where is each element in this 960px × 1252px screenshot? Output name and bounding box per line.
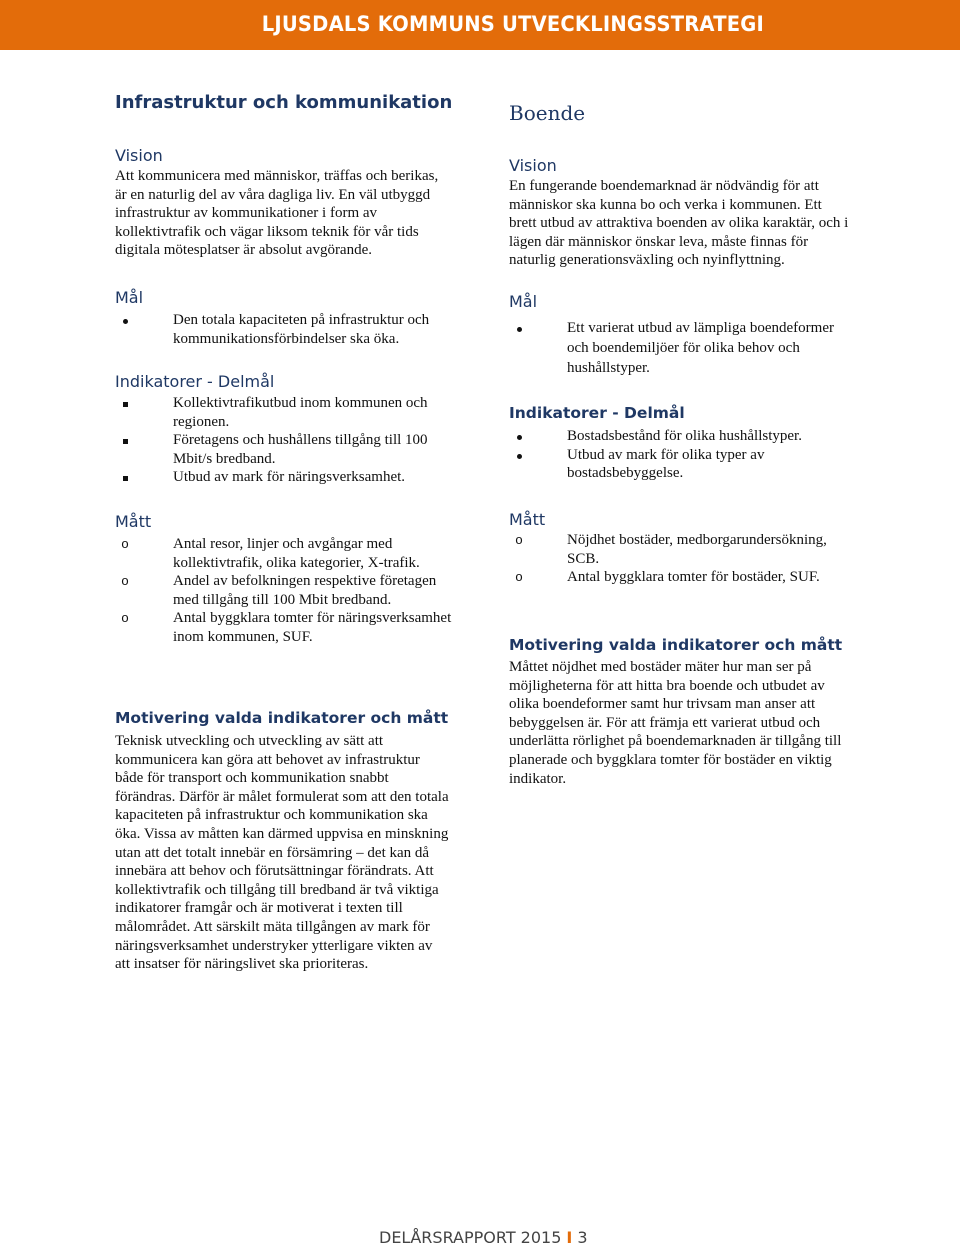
list-item: Ett varierat utbud av lämpliga boendeformer och boendemiljöer för olika behov och hushållstyper. <box>509 318 854 378</box>
footer-separator: I <box>566 1228 573 1247</box>
page-header-bar <box>0 0 960 50</box>
mal-list <box>509 318 854 378</box>
motivering-heading: Motivering valda indikatorer och mått <box>115 709 449 727</box>
list-item: Den totala kapaciteten på infrastruktur och kommunikationsförbindelser ska öka. <box>115 311 460 348</box>
list-item: Utbud av mark för näringsverksamhet. <box>115 468 460 487</box>
vision-text: Att kommunicera med människor, träffas och berikas, är en naturlig del av våra dagliga liv. En väl utbyggd infrastruktur av kommunikationer i form av kollektivtrafik och vägar liksom teknik för vår tids digitala mötesplatser är absolut avgörande. <box>115 168 439 259</box>
indikatorer-heading: Indikatorer - Delmål <box>115 372 275 391</box>
list-item: o Antal resor, linjer och avgångar med kollektivtrafik, olika kategorier, X-trafik. <box>115 535 460 572</box>
page-number: 3 <box>577 1228 588 1247</box>
list-item: Bostadsbestånd för olika hushållstyper. <box>509 427 854 446</box>
circle-bullet-icon: o <box>121 536 129 551</box>
list-item: Företagens och hushållens tillgång till 100 Mbit/s bredband. <box>115 431 460 468</box>
mal-list <box>115 311 460 348</box>
page-footer <box>379 1228 588 1247</box>
circle-bullet-icon: o <box>121 610 129 626</box>
mal-heading: Mål <box>509 292 538 311</box>
list-item: Kollektivtrafikutbud inom kommunen och regionen. <box>115 394 460 431</box>
list-item: o Antal byggklara tomter för bostäder, SUF. <box>509 568 854 587</box>
bullet-dot-icon <box>123 319 128 324</box>
list-item: o Nöjdhet bostäder, medborgarundersökning, SCB. <box>509 531 854 568</box>
matt-list <box>115 535 460 647</box>
section-title-boende: Boende <box>509 101 586 125</box>
list-item: o Antal byggklara tomter för näringsverksamhet inom kommunen, SUF. <box>115 609 460 646</box>
square-bullet-icon <box>123 439 128 444</box>
list-item: o Andel av befolkningen respektive företagen med tillgång till 100 Mbit bredband. <box>115 572 460 609</box>
circle-bullet-icon: o <box>515 532 523 547</box>
matt-heading: Mått <box>509 510 546 529</box>
motivering-text: Teknisk utveckling och utveckling av sätt att kommunicera kan göra att behovet av infrastruktur både för transport och kommunikation snabbt förändras. Därför är målet formulerat som att den totala kapaciteten på infrastruktur och kommunikation ska öka. Vissa av måtten kan därmed uppvisa en minskning utan att det totalt innebär en försämring – det kan då innebära att behov och förutsättningar förändrats. Att kollektivtrafik och tillgång till bredband är två viktiga indikatorer framgår och är motiverat i texten till målområdet. Att särskilt mäta tillgången av mark för näringsverksamhet understryker ytterligare vikten av att insatser för näringslivet ska prioriteras. <box>115 733 449 973</box>
matt-list <box>509 531 854 587</box>
circle-bullet-icon: o <box>121 573 129 589</box>
footer-label: DELÅRSRAPPORT 2015 <box>379 1228 562 1247</box>
square-bullet-icon <box>123 402 128 407</box>
bullet-dot-icon <box>517 435 522 440</box>
bullet-dot-icon <box>517 327 522 332</box>
section-title-infrastruktur: Infrastruktur och kommunikation <box>115 92 453 113</box>
mal-heading: Mål <box>115 288 144 307</box>
indikatorer-list <box>509 427 854 483</box>
indikatorer-heading: Indikatorer - Delmål <box>509 404 685 422</box>
list-item: Utbud av mark för olika typer av bostadsbebyggelse. <box>509 446 854 483</box>
document-title: LJUSDALS KOMMUNS UTVECKLINGSSTRATEGI <box>261 12 764 36</box>
square-bullet-icon <box>123 476 128 481</box>
vision-heading: Vision <box>509 156 557 175</box>
motivering-heading: Motivering valda indikatorer och mått <box>509 636 843 654</box>
motivering-text: Måttet nöjdhet med bostäder mäter hur man ser på möjligheterna för att hitta bra boende och utbudet av olika boendeformer samt hur trivsam man anser att bebyggelsen är. För att främja ett varierat utbud och underlätta rörlighet på boendemarknaden är tillgång till planerade och byggklara tomter för bostäder en viktig indikator. <box>509 659 842 787</box>
vision-text: En fungerande boendemarknad är nödvändig för att människor ska kunna bo och verka i kommunen. Ett brett utbud av attraktiva boenden av olika karaktär, och i lägen där människor önskar leva, måste finnas för naturlig generationsväxling och nyinflyttning. <box>509 178 849 269</box>
matt-heading: Mått <box>115 512 152 531</box>
indikatorer-list <box>115 394 460 487</box>
bullet-dot-icon <box>517 454 522 459</box>
circle-bullet-icon: o <box>515 569 523 585</box>
vision-heading: Vision <box>115 146 163 165</box>
